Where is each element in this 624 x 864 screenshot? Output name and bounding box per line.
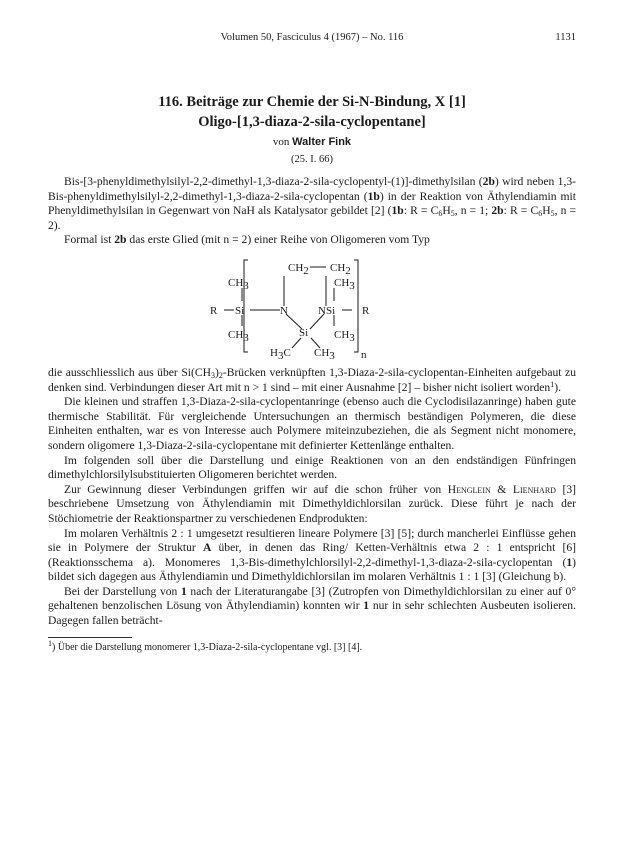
n-right: N [318,304,326,317]
author-line [48,136,576,148]
ch3-ring: CH3 [314,346,335,362]
running-title: Volumen 50, Fasciculus 4 (1967) – No. 116 [220,32,404,43]
si-ch3-ring-bond-left [292,338,301,348]
page [48,32,576,654]
paragraph: die ausschliesslich aus über $Si(CH_3)_2$-Brücken verknüpften 1,3-Diaza-2-sila-cyclopentan-Einheiten aufgebaut zu denken sind. Verbindungen dieser Art mit n > 1 sind – mit einer Ausnahme [2] – bisher nicht isoliert worden$^1$). [48,365,577,394]
article-body-continued [48,366,576,629]
page-number: 1131 [555,32,576,43]
ch2-right: CH2 [330,261,351,277]
footnote-divider [48,637,132,638]
paragraph: Die kleinen und straffen 1,3-Diaza-2-sila-cyclopentanringe (ebenso auch die Cyclodisilazanringe) haben gute thermische Stabilität. Für vergleichende Untersuchungen an thermisch beständigen Polymeren, die diese Einheiten enthalten, war es von Interesse auch Polymere miteinzubeziehen, die als Segment nicht monomere, sondern oligomere 1,3-Diaza-2-sila-cyclopentane mit definierter Kettenlänge enthalten. [48,395,576,452]
si-right: Si [326,304,336,317]
paragraph: Bis-[3-phenyldimethylsilyl-2,2-dimethyl-1,3-diaza-2-sila-cyclopentyl-(1)]-dimethylsilan (2b) wird neben 1,3-Bis-phenyldimethylsilyl-2,2-dimethyl-1,3-diaza-2-sila-cyclopentan (1b) in der Reaktion von Äthylendiamin mit Phenyldimethylsilan in Gegenwart von NaH als Katalysator gebildet [2] (1b: $R = C_6H_5$, n = 1; 2b: $R = C_6H_5$, n = 2). [48,175,577,232]
si-left: Si [235,304,245,317]
author-prefix: von [272,136,290,148]
footnote-text: Über die Darstellung monomerer 1,3-Diaza-2-sila-cyclopentane vgl. [3] [4]. [57,641,363,653]
h3c-ring: H3C [270,346,291,362]
author-name: Walter Fink [292,136,352,148]
ch2-left: CH2 [288,261,309,277]
article-title [48,92,576,132]
structural-formula [48,252,576,364]
title-line-2: Oligo-[1,3-diaza-2-sila-cyclopentane] [198,114,426,130]
footnote-marker: 1 [48,638,52,648]
oligomer-structure [48,252,576,364]
ch3-top-left: CH3 [228,276,249,292]
r-left: R [210,304,218,317]
article-body [48,175,576,248]
r-right: R [362,304,370,317]
paragraph: Bei der Darstellung von 1 nach der Literaturangabe [3] (Zutropfen von Dimethyldichlorsilan zu einer auf 0° gehaltenen benzolischen Lösung von Äthylendiamin) konnten wir 1 nur in sehr schlechten Ausbeuten isolieren. Dagegen fallen beträcht- [48,584,576,628]
paragraph: Im folgenden soll über die Darstellung und einige Reaktionen von an den endständigen Fünfringen dimethylchlorsilylsubstituierten Oligomeren berichtet werden. [48,453,576,482]
ch3-top-right: CH3 [334,276,355,292]
ch3-bottom-right: CH3 [334,328,355,344]
article-date: (25. I. 66) [291,154,333,165]
repeat-index: n [361,348,367,361]
paragraph: Im molaren Verhältnis 2 : 1 umgesetzt resultieren lineare Polymere [3] [5]; durch mancherlei Einflüsse gehen sie in Polymere der Struktur A über, in denen das Ring/ Ketten-Verhältnis etwa 2 : 1 entspricht [6] (Reaktionsschema a). Monomeres 1,3-Bis-dimethylchlorsilyl-2,2-dimethyl-1,3-diaza-2-sila-cyclopentan (1) bildet sich dagegen aus Äthylendiamin und Dimethyldichlorsilan im molaren Verhältnis 1 : 1 [3] (Gleichung b). [48,526,576,584]
si-ring: Si [299,326,309,339]
paragraph: Formal ist 2b das erste Glied (mit n = 2) einer Reihe von Oligomeren vom Typ [64,233,430,247]
n-left: N [280,304,288,317]
running-head [48,32,576,48]
ch3-bottom-left: CH3 [228,328,249,344]
paragraph: Zur Gewinnung dieser Verbindungen griffen wir auf die schon früher von Henglein & Lienhard [3] beschriebene Umsetzung von Äthylendiamin mit Dimethyldichlorsilan zurück. Diese führt je nach der Stöchiometrie der Reaktionspartner zu verschiedenen Endprodukten: [48,482,576,525]
footnote: $^1$) Über die Darstellung monomerer 1,3-Diaza-2-sila-cyclopentane vgl. [3] [4]. [48,638,363,653]
title-line-1: 116. Beiträge zur Chemie der Si-N-Bindung, X [1] [158,94,466,110]
